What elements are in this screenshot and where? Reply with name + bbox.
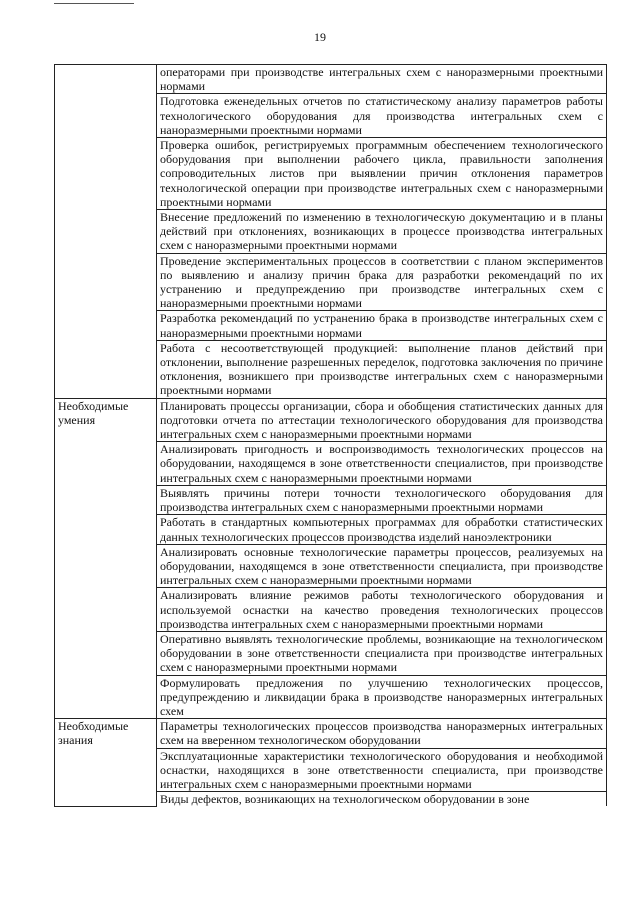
table-row (55, 65, 607, 94)
row-text: Планировать процессы организации, сбора и обобщения статистических данных для подготовки отчета по аттестации технологического оборудования для производства интегральных схем с наноразмерными проектными нормами (157, 398, 607, 442)
competency-table (54, 64, 607, 807)
top-rule (54, 3, 134, 4)
row-text: операторами при производстве интегральных схем с наноразмерными проектными нормами (157, 65, 607, 94)
row-text: Работать в стандартных компьютерных программах для обработки статистических данных технологических процессов производства изделий наноэлектроники (157, 515, 607, 544)
row-text: Работа с несоответствующей продукцией: выполнение планов действий при отклонении, выполнение разрешенных переделок, подготовка заключения по причине отклонения, возникшего при производстве интегральных схем с наноразмерными проектными нормами (157, 340, 607, 398)
row-text: Параметры технологических процессов производства наноразмерных интегральных схем на вверенном технологическом оборудовании (157, 719, 607, 748)
row-text: Анализировать основные технологические параметры процессов, реализуемых на оборудовании, находящемся в зоне ответственности специалиста, при производстве интегральных схем с наноразмерными проектными нормами (157, 544, 607, 588)
row-text: Проведение экспериментальных процессов в соответствии с планом экспериментов по выявлению и анализу причин брака для разработки рекомендаций по их устранению и предупреждению при производстве интегральных схем с наноразмерными проектными нормами (157, 253, 607, 311)
row-label-knowledge: Необходимые знания (55, 719, 157, 807)
row-text: Анализировать пригодность и воспроизводимость технологических процессов на оборудовании, находящемся в зоне ответственности специалистов, при производстве интегральных схем с наноразмерными проектными нормами (157, 442, 607, 486)
row-text: Формулировать предложения по улучшению технологических процессов, предупреждению и ликвидации брака в производстве наноразмерных интегральных схем (157, 675, 607, 719)
row-text: Внесение предложений по изменению в технологическую документацию и в планы действий при отклонениях, возникающих в процессе производства интегральных схем с наноразмерными проектными нормами (157, 210, 607, 254)
row-label-labor-actions (55, 65, 157, 399)
table-row (55, 719, 607, 748)
page-number: 19 (314, 30, 326, 44)
row-text: Подготовка еженедельных отчетов по статистическому анализу параметров работы технологического оборудования для производства интегральных схем с наноразмерными проектными нормами (157, 94, 607, 138)
row-text: Выявлять причины потери точности технологического оборудования для производства интегральных схем с наноразмерными проектными нормами (157, 485, 607, 514)
row-text: Оперативно выявлять технологические проблемы, возникающие на технологическом оборудовании в зоне ответственности специалиста при производстве интегральных схем с наноразмерными проектными нормами (157, 631, 607, 675)
row-text: Анализировать влияние режимов работы технологического оборудования и используемой оснастки на качество проведения технологических процессов производства интегральных схем с наноразмерными проектными нормами (157, 588, 607, 632)
table-row (55, 398, 607, 442)
row-text: Эксплуатационные характеристики технологического оборудования и необходимой оснастки, находящихся в зоне ответственности специалиста, при производстве интегральных схем с наноразмерными проектными нормами (157, 748, 607, 792)
row-label-skills: Необходимые умения (55, 398, 157, 718)
row-text: Виды дефектов, возникающих на технологическом оборудовании в зоне (157, 792, 607, 807)
row-text: Проверка ошибок, регистрируемых программным обеспечением технологического оборудования при выполнении рабочего цикла, правильности заполнения сопроводительных листов при выявлении причин отклонения параметров технологической операции при производстве интегральных схем с наноразмерными проектными нормами (157, 138, 607, 210)
row-text: Разработка рекомендаций по устранению брака в производстве интегральных схем с наноразмерными проектными нормами (157, 311, 607, 340)
